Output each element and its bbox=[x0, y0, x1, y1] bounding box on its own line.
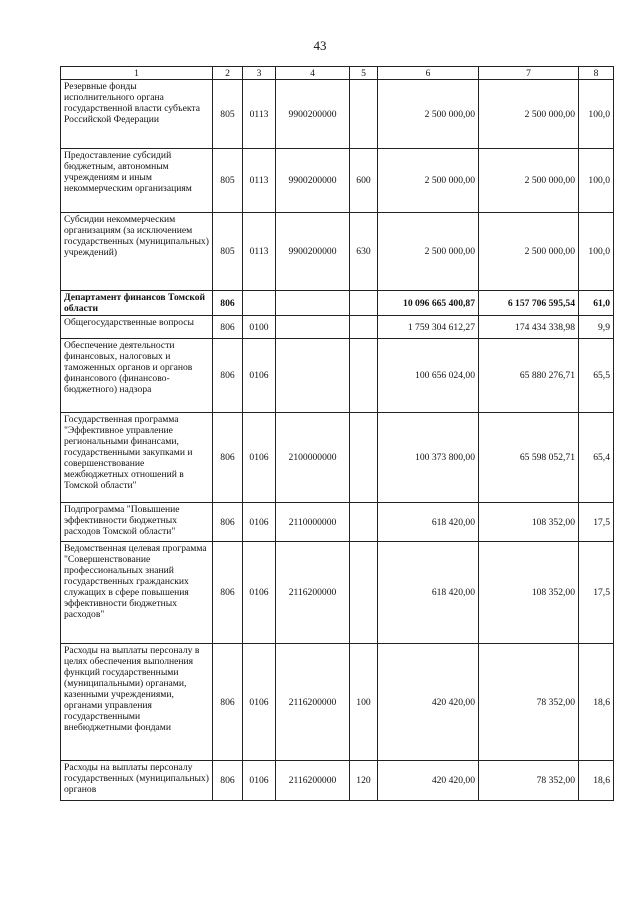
row-code: 805 bbox=[213, 213, 243, 291]
table-row bbox=[61, 291, 614, 316]
column-header: 5 bbox=[350, 67, 378, 80]
row-executed-amount: 2 500 000,00 bbox=[479, 149, 579, 213]
row-executed-amount: 78 352,00 bbox=[479, 644, 579, 761]
row-section: 0106 bbox=[243, 761, 276, 801]
row-name: Предоставление субсидий бюджетным, автономным учреждениям и иным некоммерческим организациям bbox=[61, 149, 213, 213]
row-executed-amount: 78 352,00 bbox=[479, 761, 579, 801]
row-percent: 100,0 bbox=[579, 149, 614, 213]
row-percent: 100,0 bbox=[579, 80, 614, 149]
row-expense-type bbox=[350, 542, 378, 644]
row-target-article bbox=[276, 291, 350, 316]
row-target-article bbox=[276, 316, 350, 339]
budget-table bbox=[60, 66, 614, 801]
column-header: 1 bbox=[61, 67, 213, 80]
row-target-article: 9900200000 bbox=[276, 149, 350, 213]
column-header: 4 bbox=[276, 67, 350, 80]
row-planned-amount: 420 420,00 bbox=[378, 644, 479, 761]
row-executed-amount: 65 880 276,71 bbox=[479, 339, 579, 413]
row-name: Департамент финансов Томской области bbox=[61, 291, 213, 316]
row-target-article: 2116200000 bbox=[276, 761, 350, 801]
row-name: Ведомственная целевая программа "Совершенствование профессиональных знаний государственных гражданских служащих в сфере повышения эффективности бюджетных расходов" bbox=[61, 542, 213, 644]
row-executed-amount: 108 352,00 bbox=[479, 503, 579, 542]
row-percent: 61,0 bbox=[579, 291, 614, 316]
table-row bbox=[61, 542, 614, 644]
row-code: 806 bbox=[213, 291, 243, 316]
row-name: Расходы на выплаты персоналу государственных (муниципальных) органов bbox=[61, 761, 213, 801]
row-name: Подпрограмма "Повышение эффективности бюджетных расходов Томской области" bbox=[61, 503, 213, 542]
row-planned-amount: 618 420,00 bbox=[378, 503, 479, 542]
row-executed-amount: 65 598 052,71 bbox=[479, 413, 579, 503]
row-code: 805 bbox=[213, 149, 243, 213]
row-expense-type: 630 bbox=[350, 213, 378, 291]
row-expense-type bbox=[350, 80, 378, 149]
row-executed-amount: 108 352,00 bbox=[479, 542, 579, 644]
column-header: 8 bbox=[579, 67, 614, 80]
column-header: 7 bbox=[479, 67, 579, 80]
row-code: 806 bbox=[213, 339, 243, 413]
row-percent: 18,6 bbox=[579, 761, 614, 801]
row-name: Общегосударственные вопросы bbox=[61, 316, 213, 339]
row-percent: 9,9 bbox=[579, 316, 614, 339]
table-row bbox=[61, 413, 614, 503]
row-section: 0100 bbox=[243, 316, 276, 339]
row-planned-amount: 420 420,00 bbox=[378, 761, 479, 801]
row-target-article: 2110000000 bbox=[276, 503, 350, 542]
row-expense-type: 600 bbox=[350, 149, 378, 213]
row-code: 806 bbox=[213, 761, 243, 801]
row-expense-type: 100 bbox=[350, 644, 378, 761]
row-planned-amount: 2 500 000,00 bbox=[378, 213, 479, 291]
row-target-article: 2116200000 bbox=[276, 644, 350, 761]
table-body bbox=[61, 67, 614, 801]
column-header: 6 bbox=[378, 67, 479, 80]
row-expense-type bbox=[350, 339, 378, 413]
row-planned-amount: 100 656 024,00 bbox=[378, 339, 479, 413]
row-percent: 100,0 bbox=[579, 213, 614, 291]
row-executed-amount: 174 434 338,98 bbox=[479, 316, 579, 339]
row-section: 0113 bbox=[243, 149, 276, 213]
table-header-row bbox=[61, 67, 614, 80]
column-header: 2 bbox=[213, 67, 243, 80]
row-section: 0106 bbox=[243, 503, 276, 542]
row-percent: 17,5 bbox=[579, 542, 614, 644]
table-row bbox=[61, 213, 614, 291]
row-name: Расходы на выплаты персоналу в целях обеспечения выполнения функций государственными (муниципальными) органами, казенными учреждениями, органами управления государственными внебюджетными фондами bbox=[61, 644, 213, 761]
row-target-article: 2116200000 bbox=[276, 542, 350, 644]
row-section: 0113 bbox=[243, 213, 276, 291]
row-name: Обеспечение деятельности финансовых, налоговых и таможенных органов и органов финансового (финансово-бюджетного) надзора bbox=[61, 339, 213, 413]
row-planned-amount: 618 420,00 bbox=[378, 542, 479, 644]
row-percent: 65,5 bbox=[579, 339, 614, 413]
row-name: Государственная программа "Эффективное управление региональными финансами, государственными закупками и совершенствование межбюджетных отношений в Томской области" bbox=[61, 413, 213, 503]
table-row bbox=[61, 339, 614, 413]
row-code: 806 bbox=[213, 413, 243, 503]
row-section: 0106 bbox=[243, 542, 276, 644]
row-section: 0106 bbox=[243, 339, 276, 413]
column-header: 3 bbox=[243, 67, 276, 80]
row-executed-amount: 2 500 000,00 bbox=[479, 80, 579, 149]
row-planned-amount: 10 096 665 400,87 bbox=[378, 291, 479, 316]
table-row bbox=[61, 761, 614, 801]
row-percent: 18,6 bbox=[579, 644, 614, 761]
row-section bbox=[243, 291, 276, 316]
row-code: 806 bbox=[213, 644, 243, 761]
page-number: 43 bbox=[313, 38, 327, 53]
row-percent: 17,5 bbox=[579, 503, 614, 542]
row-target-article: 2100000000 bbox=[276, 413, 350, 503]
row-executed-amount: 2 500 000,00 bbox=[479, 213, 579, 291]
row-code: 806 bbox=[213, 542, 243, 644]
row-target-article: 9900200000 bbox=[276, 80, 350, 149]
row-section: 0106 bbox=[243, 413, 276, 503]
row-section: 0106 bbox=[243, 644, 276, 761]
row-code: 805 bbox=[213, 80, 243, 149]
table-row bbox=[61, 316, 614, 339]
row-name: Резервные фонды исполнительного органа государственной власти субъекта Российской Федерации bbox=[61, 80, 213, 149]
row-section: 0113 bbox=[243, 80, 276, 149]
table-row bbox=[61, 644, 614, 761]
row-code: 806 bbox=[213, 316, 243, 339]
row-name: Субсидии некоммерческим организациям (за исключением государственных (муниципальных) учреждений) bbox=[61, 213, 213, 291]
row-executed-amount: 6 157 706 595,54 bbox=[479, 291, 579, 316]
row-target-article: 9900200000 bbox=[276, 213, 350, 291]
row-code: 806 bbox=[213, 503, 243, 542]
row-expense-type bbox=[350, 503, 378, 542]
row-percent: 65,4 bbox=[579, 413, 614, 503]
row-planned-amount: 2 500 000,00 bbox=[378, 80, 479, 149]
table-row bbox=[61, 149, 614, 213]
table-row bbox=[61, 80, 614, 149]
row-planned-amount: 2 500 000,00 bbox=[378, 149, 479, 213]
row-expense-type bbox=[350, 316, 378, 339]
row-expense-type: 120 bbox=[350, 761, 378, 801]
table-row bbox=[61, 503, 614, 542]
row-planned-amount: 1 759 304 612,27 bbox=[378, 316, 479, 339]
row-expense-type bbox=[350, 291, 378, 316]
row-expense-type bbox=[350, 413, 378, 503]
row-target-article bbox=[276, 339, 350, 413]
row-planned-amount: 100 373 800,00 bbox=[378, 413, 479, 503]
